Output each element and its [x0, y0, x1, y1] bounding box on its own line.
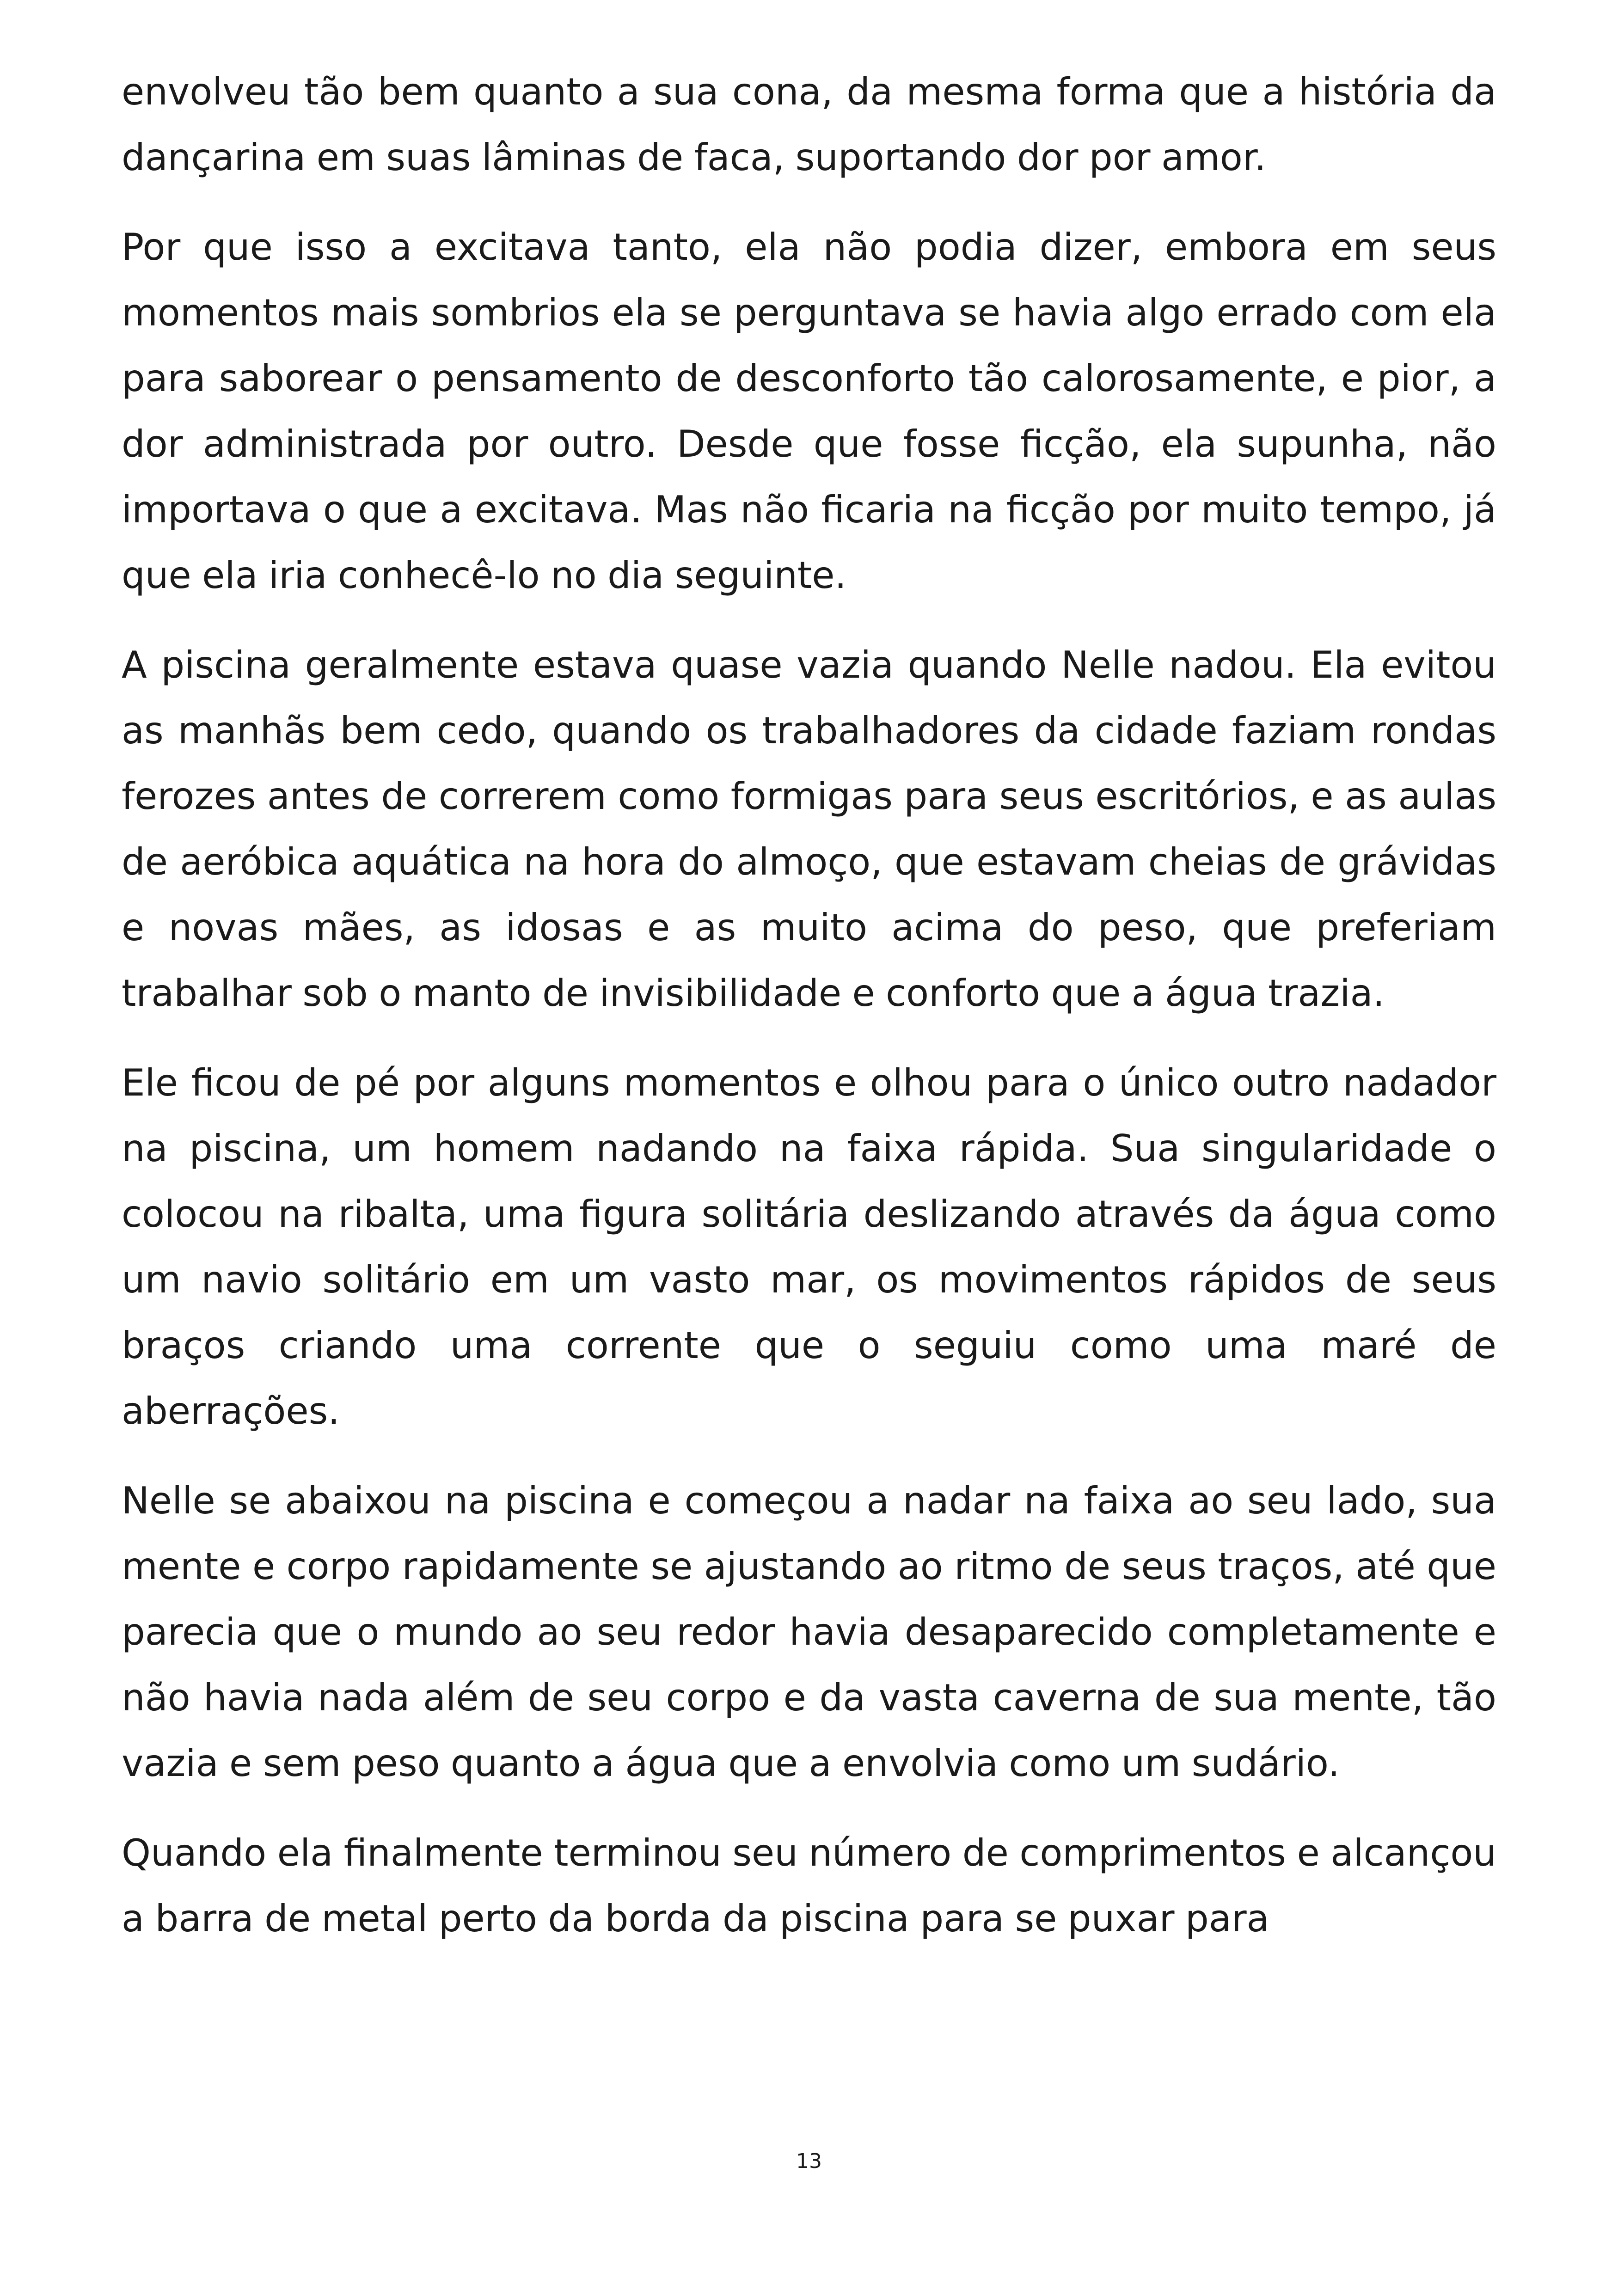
- paragraph: Por que isso a excitava tanto, ela não podia dizer, embora em seus momentos mais sombrios ela se perguntava se havia algo errado com ela para saborear o pensamento de desconforto tão calorosamente, e pior, a dor administrada por outro. Desde que fosse ficção, ela supunha, não importava o que a excitava. Mas não ficaria na ficção por muito tempo, já que ela iria conhecê-lo no dia seguinte.: [122, 226, 1496, 597]
- body-text: [122, 59, 1496, 1976]
- paragraph: Ele ficou de pé por alguns momentos e olhou para o único outro nadador na piscina, um homem nadando na faixa rápida. Sua singularidade o colocou na ribalta, uma figura solitária deslizando através da água como um navio solitário em um vasto mar, os movimentos rápidos de seus braços criando uma corrente que o seguiu como uma maré de aberrações.: [122, 1061, 1496, 1433]
- paragraph: Nelle se abaixou na piscina e começou a nadar na faixa ao seu lado, sua mente e corpo rapidamente se ajustando ao ritmo de seus traços, até que parecia que o mundo ao seu redor havia desaparecido completamente e não havia nada além de seu corpo e da vasta caverna de sua mente, tão vazia e sem peso quanto a água que a envolvia como um sudário.: [122, 1479, 1496, 1785]
- paragraph: A piscina geralmente estava quase vazia quando Nelle nadou. Ela evitou as manhãs bem cedo, quando os trabalhadores da cidade faziam rondas ferozes antes de correrem como formigas para seus escritórios, e as aulas de aeróbica aquática na hora do almoço, que estavam cheias de grávidas e novas mães, as idosas e as muito acima do peso, que preferiam trabalhar sob o manto de invisibilidade e conforto que a água trazia.: [122, 643, 1496, 1015]
- paragraph: Quando ela finalmente terminou seu número de comprimentos e alcançou a barra de metal perto da borda da piscina para se puxar para: [122, 1831, 1496, 1940]
- paragraph: envolveu tão bem quanto a sua cona, da mesma forma que a história da dançarina em suas lâminas de faca, suportando dor por amor.: [122, 70, 1496, 179]
- page-number: 13: [796, 2149, 822, 2173]
